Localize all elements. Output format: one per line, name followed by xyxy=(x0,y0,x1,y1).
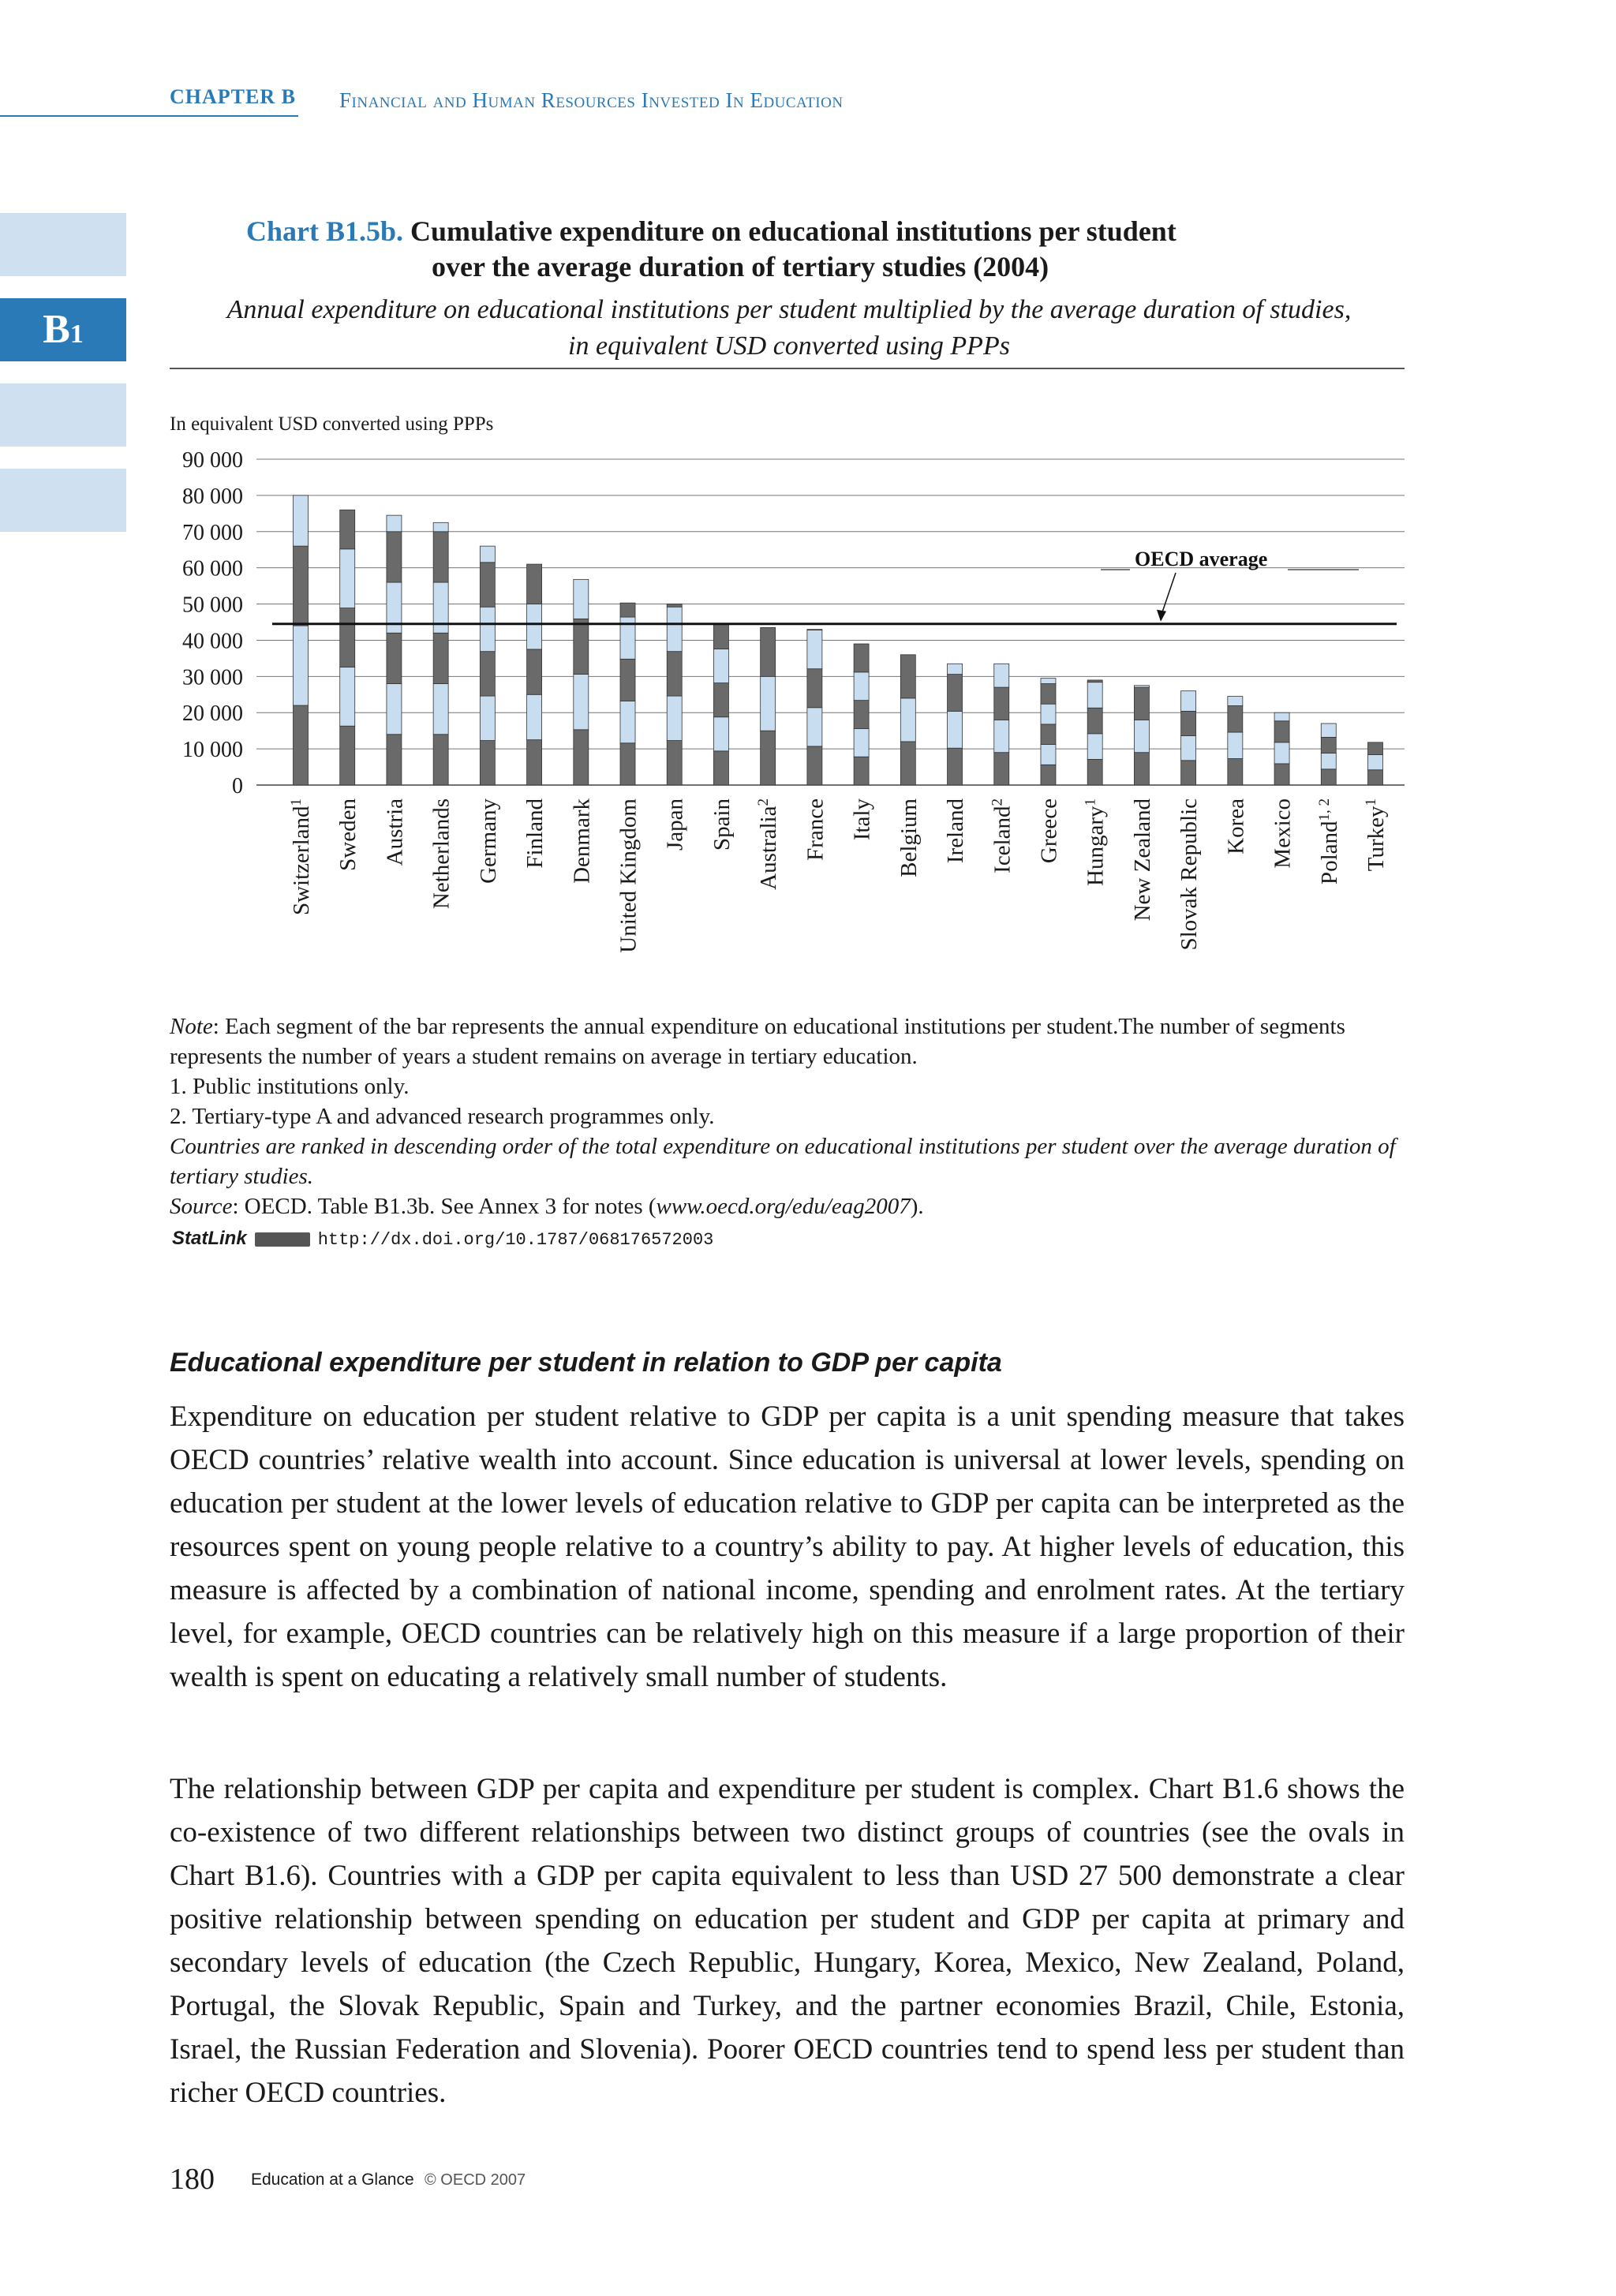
bar-segment xyxy=(1321,753,1336,769)
oecd-average-arrow xyxy=(1162,573,1176,615)
x-tick-label: Greece xyxy=(1036,798,1062,864)
bar-segment xyxy=(1087,680,1102,682)
bar-segment xyxy=(900,698,915,742)
bar-segment xyxy=(1181,711,1196,735)
note-label: Note xyxy=(170,1014,213,1039)
bar-segment xyxy=(667,652,682,696)
bar-segment xyxy=(854,728,869,757)
bar-segment xyxy=(948,748,963,785)
bar-slovak-republic xyxy=(1181,691,1196,785)
chart-title-line2: over the average duration of tertiary studies (2004) xyxy=(432,251,1049,282)
bar-segment xyxy=(854,672,869,701)
bar-austria xyxy=(387,515,402,785)
bar-segment xyxy=(387,633,402,683)
bar-poland xyxy=(1321,724,1336,785)
bar-segment xyxy=(1321,724,1336,737)
bar-segment xyxy=(994,720,1009,752)
x-tick-footnote: 1 xyxy=(1082,798,1099,806)
x-tick-label: Turkey$^1$ xyxy=(1362,798,1389,872)
bar-segment xyxy=(387,582,402,633)
statlink-logo-icon xyxy=(255,1232,310,1247)
source-url[interactable]: www.oecd.org/edu/eag2007 xyxy=(656,1194,911,1219)
bar-segment xyxy=(807,630,822,669)
bar-segment xyxy=(854,757,869,785)
bar-ireland xyxy=(948,664,963,785)
bar-segment xyxy=(1228,759,1243,785)
footer-copyright: © OECD 2007 xyxy=(425,2171,526,2189)
bar-segment xyxy=(761,676,776,731)
side-tab-label: B xyxy=(43,307,70,352)
bar-segment xyxy=(480,652,495,696)
bar-segment xyxy=(480,563,495,607)
y-tick-label: 20 000 xyxy=(182,701,243,727)
bar-segment xyxy=(1274,712,1289,721)
bar-segment xyxy=(854,701,869,729)
bar-germany xyxy=(480,546,495,785)
bar-segment xyxy=(1368,754,1383,769)
bar-segment xyxy=(1041,684,1056,705)
bar-segment xyxy=(433,532,448,582)
x-tick-label: United Kingdom xyxy=(615,798,642,953)
bar-segment xyxy=(1087,708,1102,734)
bar-segment xyxy=(527,694,542,739)
bar-greece xyxy=(1041,679,1056,785)
bar-segment xyxy=(527,740,542,785)
bar-segment xyxy=(433,582,448,633)
bar-segment xyxy=(294,546,309,626)
paragraph-1: Expenditure on education per student relative to GDP per capita is a unit spending measure that takes OECD countries’ relative wealth into account. Since education is universal at lower levels, spending on education per student at the lower levels of education relative to GDP per capita can be interpreted as the resources spent on young people relative to a country’s ability to pay. At higher levels of education, this measure is affected by a combination of national income, spending and enrolment rates. At the tertiary level, for example, OECD countries can be relatively high on this measure if a large proportion of their wealth is spent on educating a relatively small number of students. xyxy=(170,1400,1405,1693)
oecd-average-arrowhead xyxy=(1157,610,1166,622)
bar-japan xyxy=(667,604,682,785)
chart xyxy=(0,395,1616,994)
bar-segment xyxy=(433,684,448,735)
bar-segment xyxy=(1041,679,1056,684)
bar-australia xyxy=(761,627,776,785)
title-rule xyxy=(170,368,1405,369)
footnote-2: 2. Tertiary-type A and advanced research programmes only. xyxy=(170,1104,715,1129)
x-tick-footnote: 1 xyxy=(1362,798,1379,806)
bar-denmark xyxy=(574,579,589,785)
bar-segment xyxy=(994,664,1009,687)
x-tick-label: New Zealand xyxy=(1129,798,1155,922)
source-text: : OECD. Table B1.3b. See Annex 3 for notes ( xyxy=(232,1194,656,1219)
x-tick-footnote: 1 xyxy=(287,798,305,806)
bar-segment xyxy=(1228,732,1243,758)
bar-segment xyxy=(620,659,635,701)
bar-segment xyxy=(1087,682,1102,709)
note xyxy=(170,1012,1405,1071)
x-tick-label: Denmark xyxy=(569,798,595,884)
bar-segment xyxy=(1181,691,1196,712)
chart-subtitle-line2: in equivalent USD converted using PPPs xyxy=(568,331,1010,361)
bar-segment xyxy=(387,532,402,582)
chart-subtitle-line1: Annual expenditure on educational institutions per student multiplied by the average duration of studies, xyxy=(226,295,1352,324)
chart-title-line1: Cumulative expenditure on educational institutions per student xyxy=(410,215,1176,247)
bar-segment xyxy=(620,743,635,785)
bar-segment xyxy=(854,644,869,672)
bar-france xyxy=(807,630,822,785)
bar-segment xyxy=(480,546,495,563)
bar-segment xyxy=(620,603,635,617)
bar-segment xyxy=(1041,704,1056,724)
bar-segment xyxy=(1228,697,1243,706)
bar-segment xyxy=(620,701,635,743)
bar-segment xyxy=(433,735,448,785)
bar-segment xyxy=(294,705,309,785)
bar-segment xyxy=(574,730,589,785)
bar-segment xyxy=(340,608,355,667)
bar-segment xyxy=(994,687,1009,720)
x-tick-label: Australia$^2$ xyxy=(754,798,782,890)
footer-publication: Education at a Glance xyxy=(251,2171,414,2189)
y-tick-label: 30 000 xyxy=(182,665,243,690)
x-tick-label: Sweden xyxy=(335,798,361,871)
bar-segment xyxy=(1134,687,1149,720)
x-tick-label: France xyxy=(802,798,829,861)
source xyxy=(170,1191,1405,1221)
x-tick-footnote: 2 xyxy=(988,798,1005,806)
y-tick-label: 60 000 xyxy=(182,556,243,581)
bar-segment xyxy=(713,717,728,751)
bar-segment xyxy=(1368,770,1383,785)
x-tick-label: Italy xyxy=(849,798,875,841)
bar-segment xyxy=(527,649,542,694)
x-tick-label: Netherlands xyxy=(428,798,454,910)
chapter-label: CHAPTER B xyxy=(170,85,296,108)
bar-united-kingdom xyxy=(620,603,635,785)
bar-segment xyxy=(1181,736,1196,761)
bar-segment xyxy=(294,626,309,705)
side-tab-decor-1 xyxy=(0,213,126,276)
x-tick-label: Hungary$^1$ xyxy=(1082,798,1109,886)
x-tick-label: Spain xyxy=(709,798,735,851)
bar-segment xyxy=(340,510,355,549)
chart-number: Chart B1.5b. xyxy=(246,215,404,247)
bar-new-zealand xyxy=(1134,686,1149,785)
page-number: 180 xyxy=(170,2163,215,2196)
bar-segment xyxy=(527,564,542,604)
bar-segment xyxy=(713,624,728,649)
x-tick-label: Austria xyxy=(382,798,408,866)
bar-segment xyxy=(667,741,682,785)
bar-segment xyxy=(807,669,822,708)
oecd-average-label: OECD average xyxy=(1135,548,1268,570)
bar-segment xyxy=(713,649,728,682)
bar-mexico xyxy=(1274,712,1289,785)
bar-segment xyxy=(1087,734,1102,760)
bar-italy xyxy=(854,644,869,785)
bar-segment xyxy=(480,741,495,785)
y-tick-labels xyxy=(182,448,243,798)
bar-segment xyxy=(713,751,728,785)
bar-segment xyxy=(1274,742,1289,764)
bar-segment xyxy=(527,604,542,649)
bar-segment xyxy=(1087,759,1102,785)
x-tick-footnote: 1, 2 xyxy=(1315,798,1333,821)
x-tick-label: Slovak Republic xyxy=(1176,798,1203,951)
y-tick-label: 90 000 xyxy=(182,448,243,473)
source-label: Source xyxy=(170,1194,233,1219)
bar-iceland xyxy=(994,664,1009,785)
bar-hungary xyxy=(1087,680,1102,785)
y-tick-label: 50 000 xyxy=(182,593,243,618)
x-tick-label: Mexico xyxy=(1270,798,1296,869)
x-tick-footnote: 2 xyxy=(754,798,772,806)
footnote-1: 1. Public institutions only. xyxy=(170,1074,410,1099)
bar-korea xyxy=(1228,697,1243,785)
y-tick-label: 40 000 xyxy=(182,629,243,654)
bar-segment xyxy=(574,675,589,730)
bar-segment xyxy=(1321,769,1336,785)
bar-segment xyxy=(340,667,355,726)
chapter-title: Financial and Human Resources Invested In Education xyxy=(339,88,844,112)
bar-turkey xyxy=(1368,742,1383,785)
bar-segment xyxy=(387,515,402,532)
bar-segment xyxy=(761,627,776,676)
statlink-url[interactable]: http://dx.doi.org/10.1787/068176572003 xyxy=(317,1230,714,1250)
bar-segment xyxy=(667,607,682,651)
bar-segment xyxy=(667,696,682,740)
paragraph-2: The relationship between GDP per capita and expenditure per student is complex. Chart B1.6 shows the co-existence of two different relationships between two distinct groups of countries (see the ovals in Chart B1.6). Countries with a GDP per capita equivalent to less than USD 27 500 demonstrate a clear positive relationship between spending on education per student and GDP per capita at primary and secondary levels of education (the Czech Republic, Hungary, Korea, Mexico, New Zealand, Poland, Portugal, the Slovak Republic, Spain and Turkey, and the partner economies Brazil, Chile, Estonia, Israel, the Russian Federation and Slovenia). Poorer OECD countries tend to spend less per student than richer OECD countries. xyxy=(170,1773,1405,2109)
x-tick-label: Ireland xyxy=(943,798,969,864)
statlink-label: StatLink xyxy=(172,1228,247,1249)
y-tick-label: 0 xyxy=(232,774,243,798)
bar-segment xyxy=(433,522,448,531)
bar-segment xyxy=(1321,737,1336,753)
bar-segment xyxy=(574,579,589,619)
bar-segment xyxy=(433,633,448,683)
bar-segment xyxy=(807,746,822,785)
chart-subtitle xyxy=(170,292,1408,365)
y-tick-label: 70 000 xyxy=(182,520,243,545)
bar-segment xyxy=(994,753,1009,785)
bar-belgium xyxy=(900,655,915,785)
x-tick-label: Japan xyxy=(662,798,688,851)
bar-segment xyxy=(1134,686,1149,687)
x-tick-label: Belgium xyxy=(896,798,922,877)
x-tick-labels xyxy=(288,798,1390,953)
x-tick-label: Finland xyxy=(522,798,548,869)
bar-segment xyxy=(807,708,822,746)
bar-segment xyxy=(387,735,402,785)
bar-segment xyxy=(1134,753,1149,785)
bar-segment xyxy=(1274,721,1289,742)
bar-segment xyxy=(294,495,309,546)
bar-segment xyxy=(948,711,963,748)
x-tick-label: Iceland$^2$ xyxy=(988,798,1016,873)
bar-segment xyxy=(340,549,355,608)
bar-segment xyxy=(574,619,589,674)
bar-segment xyxy=(713,683,728,717)
bar-segment xyxy=(900,742,915,785)
x-tick-label: Poland$^{1, 2}$ xyxy=(1315,798,1342,885)
bar-segment xyxy=(1181,761,1196,785)
bar-segment xyxy=(667,604,682,608)
side-tab-b1 xyxy=(0,298,126,361)
y-axis-label: In equivalent USD converted using PPPs xyxy=(170,413,494,435)
header-rule xyxy=(0,115,298,117)
bar-segment xyxy=(1228,706,1243,732)
bar-sweden xyxy=(340,510,355,785)
source-end: ). xyxy=(910,1194,924,1219)
bar-segment xyxy=(900,655,915,698)
x-tick-label: Germany xyxy=(475,798,501,884)
bar-segment xyxy=(761,731,776,785)
bar-segment xyxy=(1041,724,1056,745)
bar-segment xyxy=(480,607,495,651)
bar-segment xyxy=(1041,745,1056,765)
bar-segment xyxy=(948,664,963,674)
y-tick-label: 10 000 xyxy=(182,738,243,763)
bar-segment xyxy=(480,696,495,740)
section-heading: Educational expenditure per student in relation to GDP per capita xyxy=(170,1348,1002,1378)
bar-segment xyxy=(340,726,355,785)
bar-segment xyxy=(1041,765,1056,785)
x-tick-label: Switzerland$^1$ xyxy=(287,798,314,916)
bar-spain xyxy=(713,624,728,785)
chart-notes xyxy=(170,1012,1405,1221)
bar-finland xyxy=(527,564,542,785)
note-text: : Each segment of the bar represents the annual expenditure on educational institutions per student.The number of segments represents the number of years a student remains on average in tertiary education. xyxy=(170,1014,1345,1069)
side-tab-sub: 1 xyxy=(69,320,84,349)
statlink xyxy=(172,1228,713,1250)
bar-segment xyxy=(1134,720,1149,752)
bar-segment xyxy=(1368,742,1383,755)
bar-switzerland xyxy=(294,495,309,785)
bar-segment xyxy=(1274,764,1289,785)
bar-segment xyxy=(387,684,402,735)
y-tick-label: 80 000 xyxy=(182,484,243,509)
x-tick-label: Korea xyxy=(1223,798,1249,854)
bar-segment xyxy=(948,675,963,712)
bar-netherlands xyxy=(433,522,448,785)
ranking-note: Countries are ranked in descending order of the total expenditure on educational institutions per student over the average duration of tertiary studies. xyxy=(170,1134,1396,1189)
